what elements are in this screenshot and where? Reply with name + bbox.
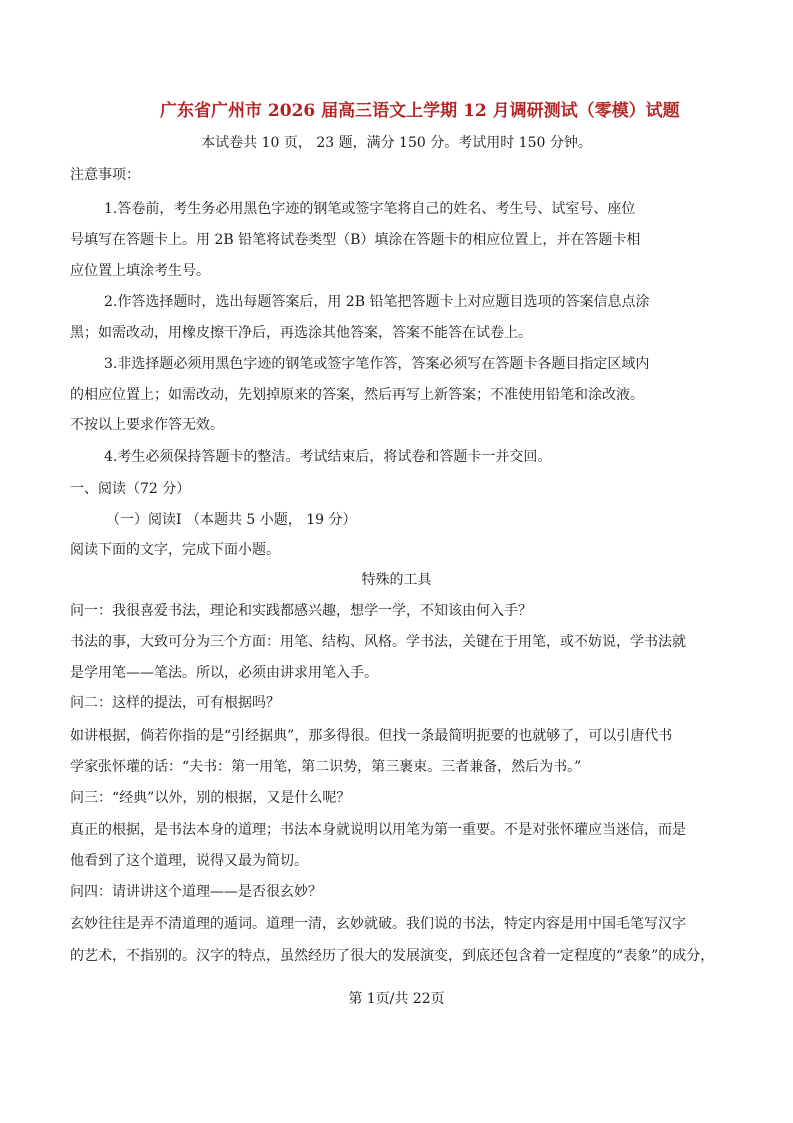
instruction-text: 阅读下面的文字，完成下面小题。 — [70, 542, 280, 558]
subsection-heading: （一）阅读Ⅰ （本题共 5 小题， 19 分） — [106, 512, 357, 528]
body-line: 问三：“经典”以外，别的根据，又是什么呢？ — [70, 790, 351, 806]
body-line: 学家张怀瓘的话：“夫书：第一用笔，第二识势，第三裹束。三者兼备，然后为书。” — [70, 759, 582, 775]
section-heading: 一、阅读（72 分） — [70, 481, 191, 497]
note-line: 的相应位置上；如需改动，先划掉原来的答案，然后再写上新答案；不准使用铅笔和涂改液。 — [70, 387, 644, 403]
body-line: 如讲根据，倘若你指的是“引经据典”，那多得很。但找一条最简明扼要的也就够了，可以引唐代书 — [70, 728, 673, 744]
note-line: 号填写在答题卡上。用 2B 铅笔将试卷类型（B）填涂在答题卡的相应位置上，并在答题卡相 — [70, 232, 641, 248]
body-line: 问二：这样的提法，可有根据吗？ — [70, 695, 280, 711]
page-footer: 第 1页/共 22页 — [348, 991, 445, 1007]
body-line: 问一：我很喜爱书法，理论和实践都感兴趣，想学一学，不知该由何入手？ — [70, 603, 532, 619]
notice-heading: 注意事项： — [70, 167, 140, 183]
note-line: 1.答卷前，考生务必用黑色字迹的钢笔或签字笔将自己的姓名、考生号、试室号、座位 — [104, 201, 636, 217]
body-line: 他看到了这个道理，说得又最为简切。 — [70, 853, 308, 869]
body-line: 的艺术，不指别的。汉字的特点，虽然经历了很大的发展演变，到底还包含着一定程度的“表象”的成分， — [70, 948, 715, 964]
note-line: 3.非选择题必须用黑色字迹的钢笔或签字笔作答，答案必须写在答题卡各题目指定区域内 — [104, 356, 650, 372]
note-line: 黑；如需改动，用橡皮擦干净后，再选涂其他答案，答案不能答在试卷上。 — [70, 325, 532, 341]
note-line: 不按以上要求作答无效。 — [70, 417, 224, 433]
note-line: 4.考生必须保持答题卡的整洁。考试结束后，将试卷和答题卡一并交回。 — [104, 449, 552, 465]
note-line: 应位置上填涂考生号。 — [70, 263, 210, 279]
body-line: 是学用笔——笔法。所以，必须由讲求用笔入手。 — [70, 665, 378, 681]
body-line: 问四：请讲讲这个道理——是否很玄妙？ — [70, 884, 322, 900]
note-line: 2.作答选择题时，选出每题答案后，用 2B 铅笔把答题卡上对应题目选项的答案信息点涂 — [104, 294, 650, 310]
exam-info: 本试卷共 10 页， 23 题，满分 150 分。考试用时 150 分钟。 — [201, 135, 592, 151]
body-line: 玄妙往往是弄不清道理的遁词。道理一清，玄妙就破。我们说的书法，特定内容是用中国毛笔写汉字 — [70, 916, 686, 932]
document-title: 广东省广州市 2026 届高三语文上学期 12 月调研测试（零模）试题 — [160, 101, 680, 121]
body-line: 书法的事，大致可分为三个方面：用笔、结构、风格。学书法，关键在于用笔，或不妨说，学书法就 — [70, 634, 686, 650]
body-line: 真正的根据，是书法本身的道理；书法本身就说明以用笔为第一重要。不是对张怀瓘应当迷信，而是 — [70, 822, 686, 838]
article-title: 特殊的工具 — [361, 572, 432, 588]
